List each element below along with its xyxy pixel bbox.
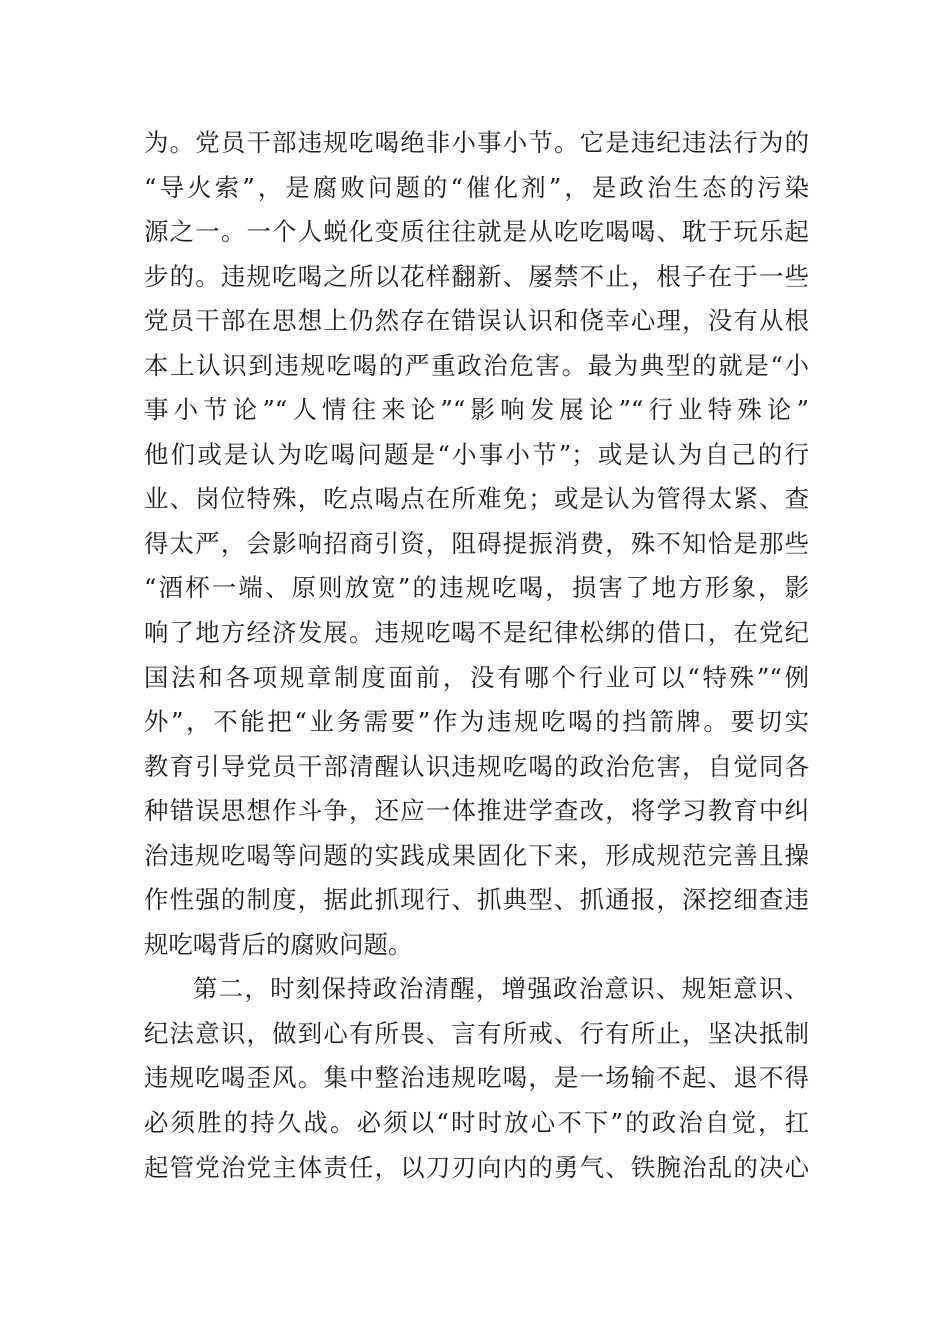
text-line: 他们或是认为吃喝问题是“小事小节”；或是认为自己的行 [144, 439, 809, 469]
text-line: 响了地方经济发展。违规吃喝不是纪律松绑的借口，在党纪 [144, 618, 809, 648]
text-line: 教育引导党员干部清醒认识违规吃喝的政治危害，自觉同各 [144, 751, 809, 781]
text-line: 纪法意识，做到心有所畏、言有所戒、行有所止，坚决抵制 [144, 1018, 809, 1048]
text-line: 本上认识到违规吃喝的严重政治危害。最为典型的就是“小 [144, 350, 809, 380]
paragraph-start-line: 第二，时刻保持政治清醒，增强政治意识、规矩意识、 [193, 974, 809, 1004]
text-line: 规吃喝背后的腐败问题。 [144, 929, 413, 959]
text-line: 得太严，会影响招商引资，阻碍提振消费，殊不知恰是那些 [144, 528, 809, 558]
text-line: 必须胜的持久战。必须以“时时放心不下”的政治自觉，扛 [144, 1108, 809, 1138]
text-line: 国法和各项规章制度面前，没有哪个行业可以“特殊”“例 [144, 662, 809, 692]
text-line: 外”，不能把“业务需要”作为违规吃喝的挡箭牌。要切实 [144, 707, 809, 737]
text-line: 治违规吃喝等问题的实践成果固化下来，形成规范完善且操 [144, 840, 809, 870]
text-line: 起管党治党主体责任，以刀刃向内的勇气、铁腕治乱的决心 [144, 1152, 809, 1182]
text-line: 党员干部在思想上仍然存在错误认识和侥幸心理，没有从根 [144, 306, 809, 336]
text-line: 业、岗位特殊，吃点喝点在所难免；或是认为管得太紧、查 [144, 484, 809, 514]
text-line: 事小节论”“人情往来论”“影响发展论”“行业特殊论” [144, 395, 809, 425]
text-line: “酒杯一端、原则放宽”的违规吃喝，损害了地方形象，影 [144, 573, 809, 603]
text-line: 源之一。一个人蜕化变质往往就是从吃吃喝喝、耽于玩乐起 [144, 217, 809, 247]
text-line: “导火索”，是腐败问题的“催化剂”，是政治生态的污染 [144, 172, 809, 202]
text-line: 种错误思想作斗争，还应一体推进学查改，将学习教育中纠 [144, 796, 809, 826]
text-line: 步的。违规吃喝之所以花样翻新、屡禁不止，根子在于一些 [144, 261, 809, 291]
body-text [144, 121, 809, 1190]
text-line: 作性强的制度，据此抓现行、抓典型、抓通报，深挖细查违 [144, 885, 809, 915]
text-line: 违规吃喝歪风。集中整治违规吃喝，是一场输不起、退不得 [144, 1063, 809, 1093]
text-line: 为。党员干部违规吃喝绝非小事小节。它是违纪违法行为的 [144, 128, 809, 157]
